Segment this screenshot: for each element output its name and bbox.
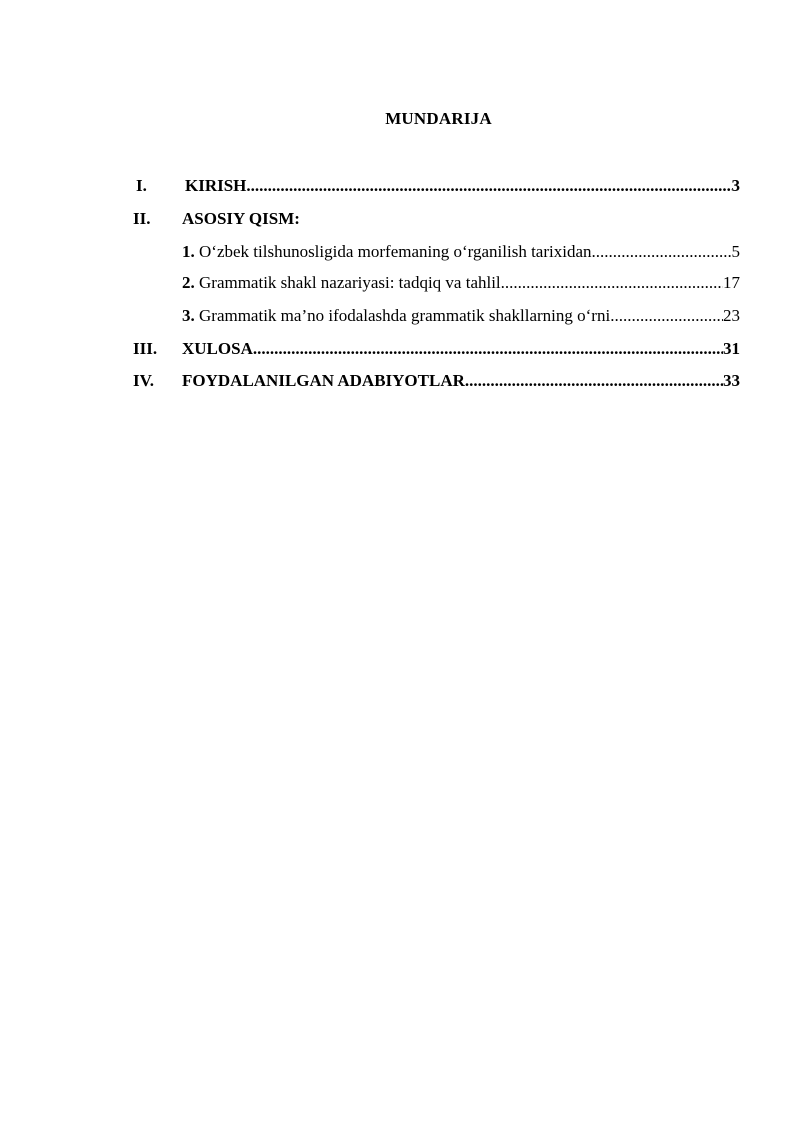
toc-leader-dots [465,369,723,393]
toc-entry-title: ASOSIY QISM: [182,209,300,228]
toc-leader-dots [253,337,723,361]
toc-leader-dots [246,174,731,198]
toc-entry-page: 3 [731,176,740,195]
toc-subentry-title: Grammatik ma’no ifodalashda grammatik shakllarning o‘rni [199,306,611,325]
page-title: MUNDARIJA [385,109,492,128]
toc-entry-adabiyotlar[interactable] [133,369,740,393]
toc-entry-number: II. [133,209,151,228]
toc-entry-title: XULOSA [182,339,253,358]
toc-entry-number: IV. [133,371,154,390]
toc-entry-kirish[interactable] [136,174,740,198]
toc-entry-title: KIRISH [185,176,247,195]
toc-entry-asosiy-qism[interactable] [133,207,740,231]
toc-subentry-title: Grammatik shakl nazariyasi: tadqiq va tahlil [199,273,501,292]
toc-subentry-title: O‘zbek tilshunosligida morfemaning o‘rganilish tarixidan [199,242,592,261]
toc-leader-dots [501,271,723,295]
toc-subentry-3[interactable] [182,304,740,328]
toc-entry-number: III. [133,339,158,358]
toc-entry-xulosa[interactable] [133,337,740,361]
toc-subentry-page: 17 [723,273,740,292]
toc-leader-dots [592,240,732,264]
toc-subentry-number: 2. [182,273,195,292]
toc-entry-page: 33 [723,371,740,390]
toc-entry-number: I. [136,176,147,195]
toc-subentry-1[interactable] [182,240,740,264]
toc-entry-title: FOYDALANILGAN ADABIYOTLAR [182,371,465,390]
toc-subentry-page: 23 [723,306,740,325]
toc-subentry-number: 1. [182,242,195,261]
toc-subentry-page: 5 [731,242,740,261]
toc-subentry-2[interactable] [182,271,740,295]
toc-entry-page: 31 [723,339,740,358]
toc-leader-dots [610,304,723,328]
toc-subentry-number: 3. [182,306,195,325]
